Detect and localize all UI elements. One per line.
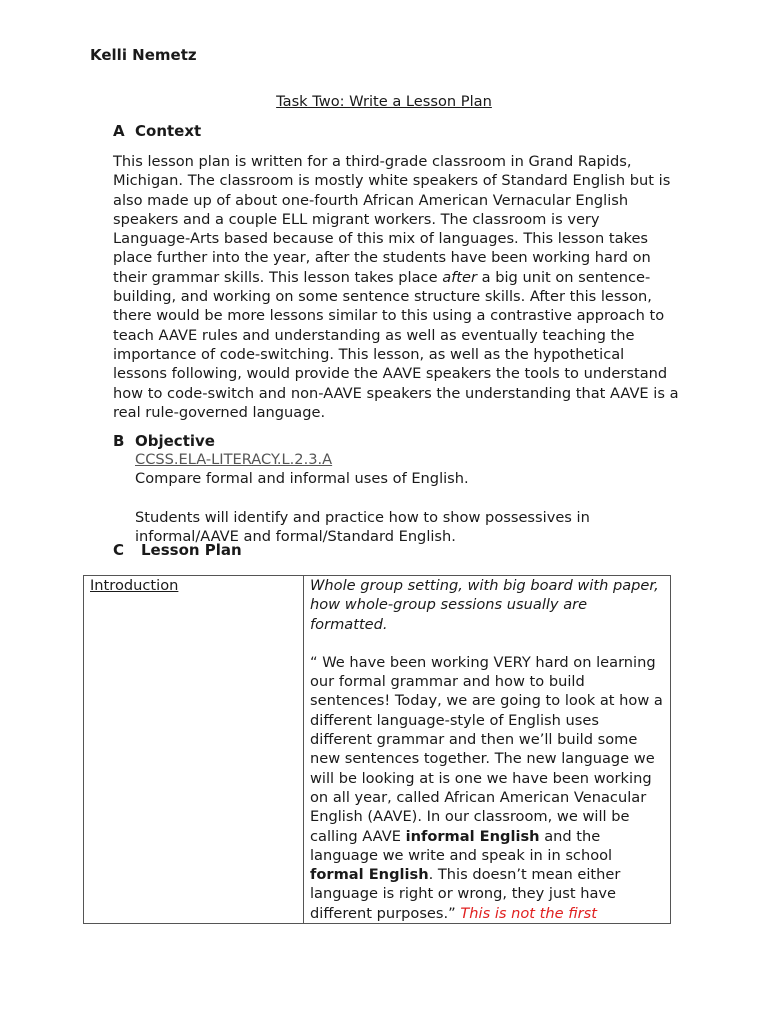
standard-link[interactable]: CCSS.ELA-LITERACY.L.2.3.A	[135, 451, 333, 468]
row-label-cell	[84, 576, 304, 924]
section-b-letter: B	[113, 432, 125, 450]
section-a-letter: A	[113, 122, 125, 140]
context-text-1: This lesson plan is written for a third-grade classroom in Grand Rapids, Michigan. The classroom is mostly white speakers of Standard English but is also made up of about one-fourth African American Vernacular English speakers and a couple ELL migrant workers. The classroom is very Language-Arts based because of this mix of languages. This lesson takes place further into the year, after the students have been working hard on their grammar skills. This lesson takes place	[113, 153, 671, 286]
row-label: Introduction	[90, 577, 179, 594]
quote-text-1: “ We have been working VERY hard on learning our formal grammar and how to build sentences! Today, we are going to look at how a different language-style of English uses different grammar and then we’ll build some new sentences together. The new language we will be looking at is one we have been working on all year, called African American Venacular English (AAVE). In our classroom, we will be calling AAVE	[310, 653, 663, 845]
section-a-heading	[113, 122, 201, 140]
context-italic-word: after	[442, 268, 477, 286]
quote-bold-2: formal English	[310, 866, 429, 884]
section-c-letter: C	[113, 541, 125, 559]
author-name: Kelli Nemetz	[90, 46, 197, 64]
document-title: Task Two: Write a Lesson Plan	[276, 93, 492, 110]
row-content-cell	[304, 576, 671, 924]
section-b-title: Objective	[135, 432, 215, 450]
quote-text-3: . This doesn’t mean either language is right or wrong, they just have different purposes.”	[310, 866, 621, 922]
section-c-title: Lesson Plan	[141, 541, 242, 559]
teacher-quote	[310, 653, 664, 923]
section-b-heading	[113, 432, 215, 450]
section-c-heading	[113, 541, 242, 559]
quote-text-2: and the language we write and speak in in school	[310, 827, 613, 864]
standard-description: Compare formal and informal uses of English.	[135, 470, 469, 488]
setting-description: Whole group setting, with big board with paper, how whole-group sessions usually are formatted.	[310, 577, 659, 633]
red-note: This is not the first	[460, 904, 597, 922]
lesson-plan-table	[83, 575, 671, 924]
context-paragraph	[113, 152, 679, 422]
context-text-2: a big unit on sentence-building, and working on some sentence structure skills. After this lesson, there would be more lessons similar to this using a contrastive approach to teach AAVE rules and understanding as well as eventually teaching the importance of code-switching. This lesson, as well as the hypothetical lessons following, would provide the AAVE speakers the tools to understand how to code-switch and non-AAVE speakers the understanding that AAVE is a real rule-governed language.	[113, 268, 679, 421]
objective-block	[135, 450, 675, 546]
objective-statement: Students will identify and practice how to show possessives in informal/AAVE and formal/Standard English.	[135, 508, 590, 545]
table-row	[84, 576, 671, 924]
section-a-title: Context	[135, 122, 202, 140]
quote-bold-1: informal English	[405, 827, 540, 845]
